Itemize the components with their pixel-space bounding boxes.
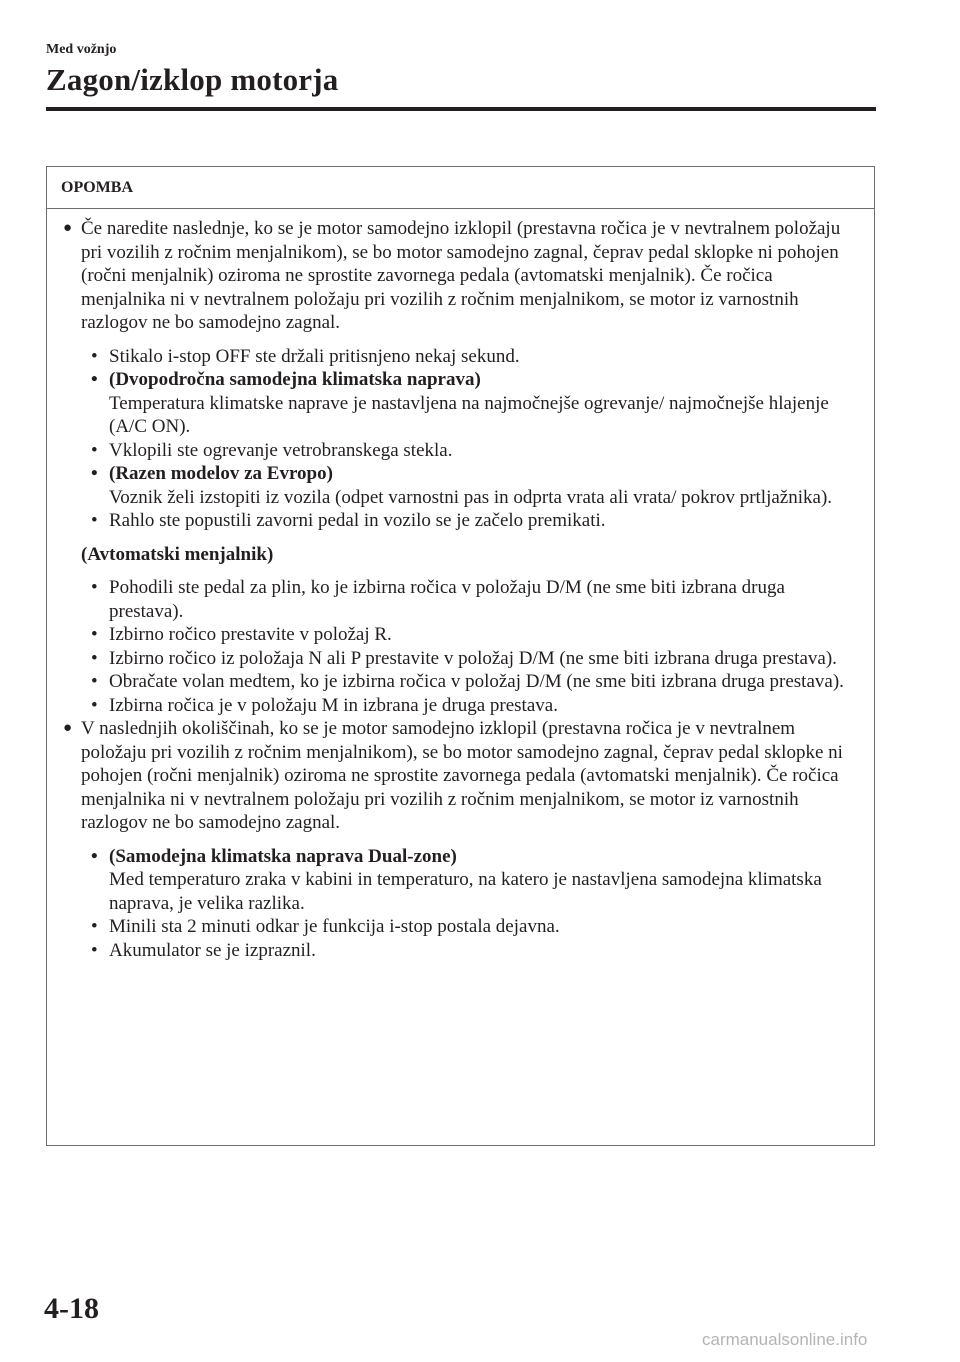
list-item-text: Temperatura klimatske naprave je nastavljena na najmočnejše ogrevanje/ najmočnejše hlajenje (A/C ON). [109,392,829,437]
bullet-icon: • [91,694,98,716]
list-item-text: Stikalo i-stop OFF ste držali pritisnjeno nekaj sekund. [109,345,520,367]
list-item [81,439,860,463]
list-item-text: Rahlo ste popustili zavorni pedal in vozilo se je začelo premikati. [109,510,606,531]
list-item-text: Izbirno ročico prestavite v položaj R. [109,624,392,645]
list-item-heading: (Dvopodročna samodejna klimatska naprava) [109,369,481,390]
automatic-transmission-heading: (Avtomatski menjalnik) [81,543,274,565]
list-item [81,694,860,718]
note-box [46,166,875,1146]
bullet-icon: • [91,463,98,484]
list-item-text: Minili sta 2 minuti odkar je funkcija i-stop postala dejavna. [109,916,560,937]
list-item-text: Izbirno ročico iz položaja N ali P prestavite v položaj D/M (ne sme biti izbrana druga prestava). [109,647,837,669]
list-item-heading: (Samodejna klimatska naprava Dual-zone) [109,845,457,867]
list-item [81,509,860,533]
list-item [81,939,860,963]
bullet-icon: • [91,939,98,961]
bullet-icon: • [91,671,98,692]
list-item [81,647,860,671]
note-label: OPOMBA [47,167,874,209]
watermark: carmanualsonline.info [702,1330,868,1349]
bullet-icon: • [91,916,98,937]
bullet-icon: • [91,624,98,645]
note-body [47,209,874,962]
list-item-text: Akumulator se je izpraznil. [109,939,316,961]
title-rule [46,107,876,111]
list-item-text: Obračate volan medtem, ko je izbirna ročica v položaj D/M (ne sme biti izbrana druga prestava). [109,671,844,692]
bullet-icon: • [91,845,98,867]
page-number: 4-18 [44,1292,99,1325]
list-item [81,623,860,647]
paragraph-text: Če naredite naslednje, ko se je motor samodejno izklopil (prestavna ročica je v nevtralnem položaju pri vozilih z ročnim menjalnikom), se bo motor samodejno zagnal, čeprav pedal sklopke ni pohojen (ročni menjalnik) oziroma ne sprostite zavornega pedala (avtomatski menjalnik). Če ročica menjalnika ni v nevtralnem položaju pri vozilih z ročnim menjalnikom, se motor iz varnostnih razlogov ne bo samodejno zagnal. [81,218,841,333]
list-item [81,368,860,439]
bullet-icon: • [91,647,98,669]
note-paragraph-2 [63,717,860,835]
paragraph-text: V naslednjih okoliščinah, ko se je motor samodejno izklopil (prestavna ročica je v nevtralnem položaju pri vozilih z ročnim menjalnikom), se bo motor samodejno zagnal, čeprav pedal sklopke ni pohojen (ročni menjalnik) oziroma ne sprostite zavornega pedala (avtomatski menjalnik). Če ročica menjalnika ni v nevtralnem položaju pri vozilih z ročnim menjalnikom, se motor iz varnostnih razlogov ne bo samodejno zagnal. [81,718,843,833]
list-item-text: Izbirna ročica je v položaju M in izbrana je druga prestava. [109,694,558,716]
bullet-icon: • [91,510,98,531]
bullet-list-3 [63,845,860,963]
list-item-text: Vklopili ste ogrevanje vetrobranskega stekla. [109,439,453,461]
dot-bullet-icon: ● [63,220,73,236]
bullet-icon: • [91,439,98,461]
list-item-text: Med temperaturo zraka v kabini in temperaturo, na katero je nastavljena samodejna klimatska naprava, je velika razlika. [109,869,822,914]
list-item-text: Pohodili ste pedal za plin, ko je izbirna ročica v položaju D/M (ne sme biti izbrana druga prestava). [109,577,785,622]
list-item [81,462,860,509]
list-item [81,670,860,694]
section-label: Med vožnjo [46,42,117,57]
list-item-heading: (Razen modelov za Evropo) [109,463,333,484]
list-item [81,845,860,916]
page-title: Zagon/izklop motorja [46,62,339,97]
bullet-list-2 [63,576,860,717]
list-item [81,345,860,369]
bullet-icon: • [91,369,98,390]
list-item [81,915,860,939]
list-item [81,576,860,623]
dot-bullet-icon: ● [63,720,73,736]
bullet-icon: • [91,577,98,598]
list-item-text: Voznik želi izstopiti iz vozila (odpet varnostni pas in odprta vrata ali vrata/ pokrov prtljažnika). [109,486,833,508]
bullet-icon: • [91,345,98,367]
note-paragraph-1 [63,217,860,335]
bullet-list-1 [63,345,860,533]
